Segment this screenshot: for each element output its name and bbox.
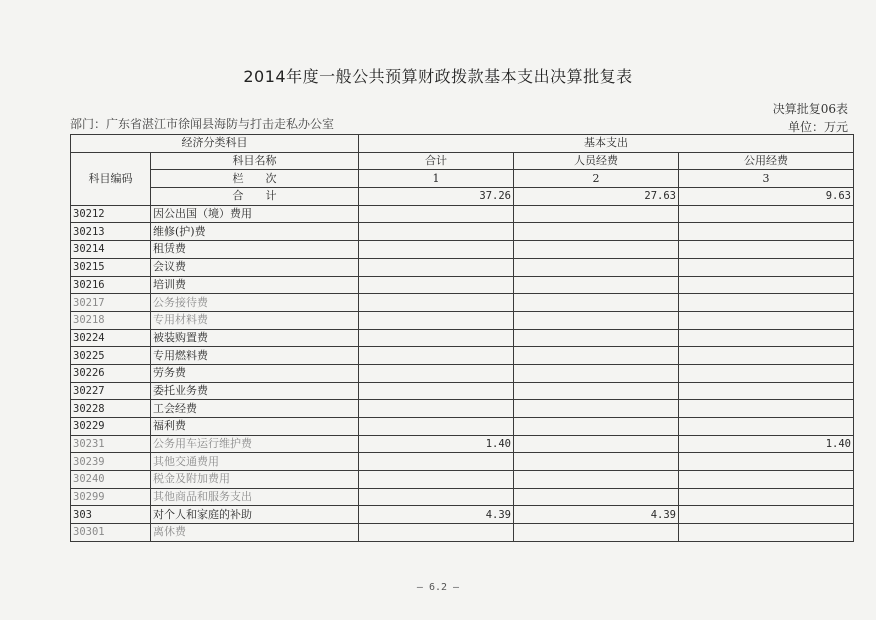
row-name: 其他商品和服务支出 — [151, 488, 359, 506]
row-public — [679, 524, 854, 542]
row-personnel — [514, 311, 679, 329]
table-row — [71, 435, 854, 453]
unit-label: 单位：万元 — [787, 120, 848, 134]
row-personnel — [514, 418, 679, 436]
table-row — [71, 241, 854, 259]
row-name: 公务用车运行维护费 — [151, 435, 359, 453]
row-personnel — [514, 471, 679, 489]
row-total — [359, 382, 514, 400]
row-code: 303 — [71, 506, 151, 524]
row-public — [679, 294, 854, 312]
row-name: 其他交通费用 — [151, 453, 359, 471]
row-personnel — [514, 524, 679, 542]
table-row — [71, 453, 854, 471]
row-public — [679, 241, 854, 259]
totals-row — [71, 188, 854, 206]
row-public — [679, 258, 854, 276]
row-public — [679, 205, 854, 223]
table-row — [71, 506, 854, 524]
row-total — [359, 453, 514, 471]
row-total — [359, 223, 514, 241]
econ-class-header: 经济分类科目 — [71, 135, 359, 153]
row-code: 30216 — [71, 276, 151, 294]
row-personnel — [514, 453, 679, 471]
row-public — [679, 347, 854, 365]
table-row — [71, 311, 854, 329]
table-row — [71, 294, 854, 312]
basic-expenditure-header: 基本支出 — [359, 135, 854, 153]
public-header: 公用经费 — [679, 152, 854, 170]
row-public — [679, 382, 854, 400]
row-personnel — [514, 258, 679, 276]
row-name: 培训费 — [151, 276, 359, 294]
row-code: 30225 — [71, 347, 151, 365]
row-name: 维修(护)费 — [151, 223, 359, 241]
row-code: 30218 — [71, 311, 151, 329]
row-personnel — [514, 382, 679, 400]
row-personnel — [514, 276, 679, 294]
row-personnel — [514, 488, 679, 506]
row-total — [359, 488, 514, 506]
row-name: 离休费 — [151, 524, 359, 542]
table-row — [71, 400, 854, 418]
row-code: 30213 — [71, 223, 151, 241]
row-code: 30227 — [71, 382, 151, 400]
row-personnel — [514, 294, 679, 312]
table-row — [71, 347, 854, 365]
row-name: 因公出国（境）费用 — [151, 205, 359, 223]
row-total — [359, 276, 514, 294]
code-header: 科目编码 — [71, 152, 151, 205]
row-total — [359, 205, 514, 223]
row-total — [359, 294, 514, 312]
row-code: 30217 — [71, 294, 151, 312]
row-name: 劳务费 — [151, 364, 359, 382]
row-name: 对个人和家庭的补助 — [151, 506, 359, 524]
row-personnel — [514, 400, 679, 418]
total-header: 合计 — [359, 152, 514, 170]
row-code: 30301 — [71, 524, 151, 542]
row-total — [359, 241, 514, 259]
row-code: 30299 — [71, 488, 151, 506]
report-title: 2014年度一般公共预算财政拨款基本支出决算批复表 — [243, 67, 633, 86]
row-total — [359, 258, 514, 276]
sum-label: 合 计 — [151, 188, 359, 206]
column-label: 栏 次 — [151, 170, 359, 188]
row-personnel — [514, 223, 679, 241]
table-row — [71, 276, 854, 294]
row-code: 30224 — [71, 329, 151, 347]
row-personnel — [514, 205, 679, 223]
row-code: 30229 — [71, 418, 151, 436]
row-personnel — [514, 347, 679, 365]
row-name: 被装购置费 — [151, 329, 359, 347]
row-name: 专用燃料费 — [151, 347, 359, 365]
header-row-1 — [71, 135, 854, 153]
table-row — [71, 258, 854, 276]
row-name: 公务接待费 — [151, 294, 359, 312]
row-public — [679, 223, 854, 241]
row-total — [359, 400, 514, 418]
row-personnel: 4.39 — [514, 506, 679, 524]
row-name: 税金及附加费用 — [151, 471, 359, 489]
row-name: 福利费 — [151, 418, 359, 436]
personnel-header: 人员经费 — [514, 152, 679, 170]
table-row — [71, 524, 854, 542]
row-public — [679, 488, 854, 506]
row-total — [359, 364, 514, 382]
row-code: 30239 — [71, 453, 151, 471]
table-row — [71, 223, 854, 241]
row-public — [679, 506, 854, 524]
row-total — [359, 347, 514, 365]
row-personnel — [514, 329, 679, 347]
row-personnel — [514, 241, 679, 259]
row-total: 1.40 — [359, 435, 514, 453]
row-public — [679, 400, 854, 418]
row-public — [679, 453, 854, 471]
row-total — [359, 329, 514, 347]
row-name: 专用材料费 — [151, 311, 359, 329]
row-name: 会议费 — [151, 258, 359, 276]
row-name: 租赁费 — [151, 241, 359, 259]
sum-total: 37.26 — [359, 188, 514, 206]
row-public — [679, 329, 854, 347]
row-code: 30226 — [71, 364, 151, 382]
row-total: 4.39 — [359, 506, 514, 524]
row-personnel — [514, 364, 679, 382]
row-code: 30240 — [71, 471, 151, 489]
expenditure-table — [70, 134, 854, 542]
row-total — [359, 311, 514, 329]
col-number-2: 2 — [514, 170, 679, 188]
sum-personnel: 27.63 — [514, 188, 679, 206]
row-public — [679, 276, 854, 294]
department-label: 部门：广东省湛江市徐闻县海防与打击走私办公室 — [70, 117, 335, 131]
row-public — [679, 418, 854, 436]
row-code: 30228 — [71, 400, 151, 418]
col-number-3: 3 — [679, 170, 854, 188]
row-personnel — [514, 435, 679, 453]
table-row — [71, 329, 854, 347]
row-code: 30215 — [71, 258, 151, 276]
table-row — [71, 471, 854, 489]
row-public — [679, 311, 854, 329]
table-row — [71, 418, 854, 436]
row-total — [359, 471, 514, 489]
row-name: 委托业务费 — [151, 382, 359, 400]
table-row — [71, 205, 854, 223]
row-code: 30231 — [71, 435, 151, 453]
row-name: 工会经费 — [151, 400, 359, 418]
table-row — [71, 364, 854, 382]
row-code: 30214 — [71, 241, 151, 259]
row-public: 1.40 — [679, 435, 854, 453]
column-number-row — [71, 170, 854, 188]
page-number: — 6.2 — — [416, 582, 460, 593]
row-code: 30212 — [71, 205, 151, 223]
row-total — [359, 524, 514, 542]
table-row — [71, 488, 854, 506]
form-number: 决算批复06表 — [772, 102, 848, 116]
row-total — [359, 418, 514, 436]
name-header: 科目名称 — [151, 152, 359, 170]
sum-public: 9.63 — [679, 188, 854, 206]
row-public — [679, 471, 854, 489]
row-public — [679, 364, 854, 382]
table-row — [71, 382, 854, 400]
col-number-1: 1 — [359, 170, 514, 188]
header-row-2 — [71, 152, 854, 170]
